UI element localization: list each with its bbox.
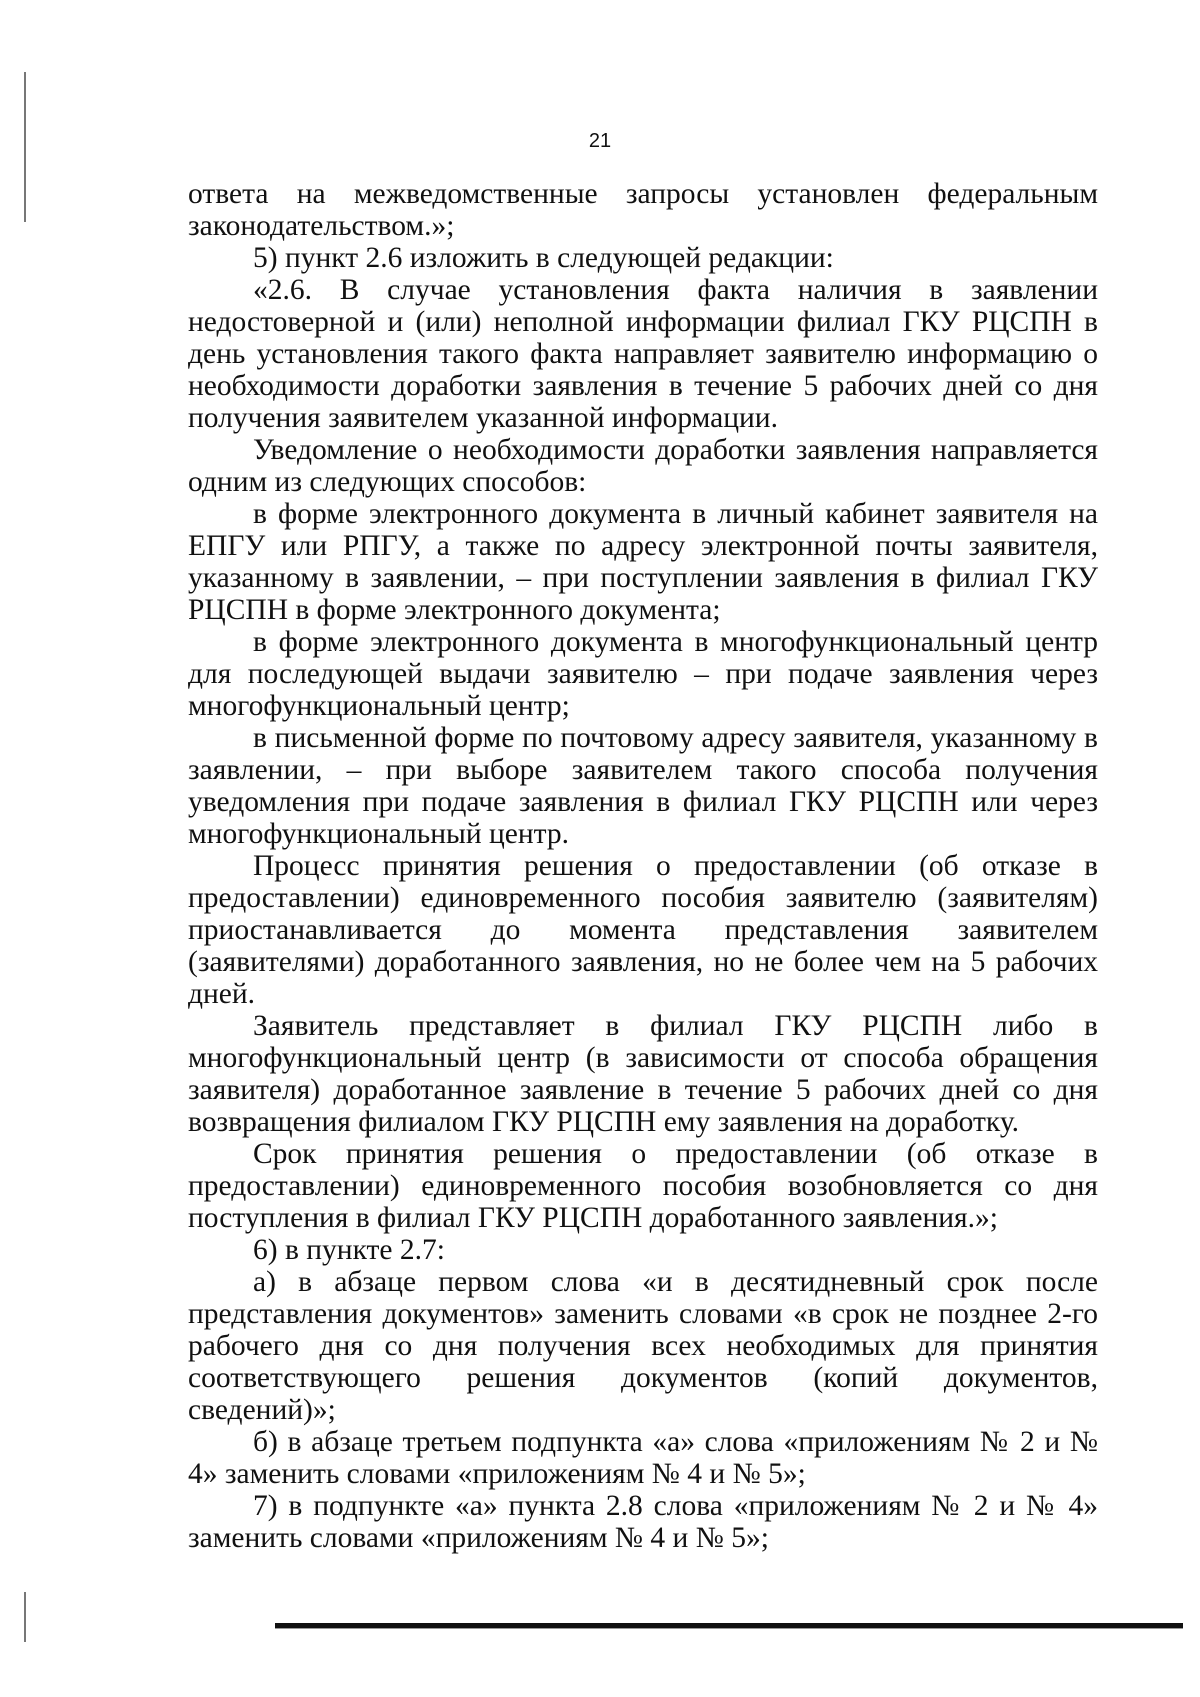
paragraph: Срок принятия решения о предоставлении (об отказе в предоставлении) единовременного пособия возобновляется со дня поступления в филиал ГКУ РЦСПН доработанного заявления.»; [188, 1138, 1098, 1234]
paragraph: Уведомление о необходимости доработки заявления направляется одним из следующих способов: [188, 434, 1098, 498]
paragraph: ответа на межведомственные запросы установлен федеральным законодательством.»; [188, 178, 1098, 242]
paragraph: 7) в подпункте «а» пункта 2.8 слова «приложениям № 2 и № 4» заменить словами «приложениям № 4 и № 5»; [188, 1490, 1098, 1554]
paragraph: б) в абзаце третьем подпункта «а» слова «приложениям № 2 и № 4» заменить словами «приложениям № 4 и № 5»; [188, 1426, 1098, 1490]
page-number: 21 [588, 130, 612, 152]
scan-edge-mark-bottom [24, 1592, 26, 1642]
paragraph: Заявитель представляет в филиал ГКУ РЦСПН либо в многофункциональный центр (в зависимости от способа обращения заявителя) доработанное заявление в течение 5 рабочих дней со дня возвращения филиалом ГКУ РЦСПН ему заявления на доработку. [188, 1010, 1098, 1138]
paragraph: 6) в пункте 2.7: [253, 1234, 445, 1266]
paragraph: Процесс принятия решения о предоставлении (об отказе в предоставлении) единовременного пособия заявителю (заявителям) приостанавливается до момента представления заявителем (заявителями) доработанного заявления, но не более чем на 5 рабочих дней. [188, 850, 1098, 1010]
footer-rule-shadow [275, 1628, 1183, 1629]
document-body [188, 178, 1098, 1554]
paragraph: 5) пункт 2.6 изложить в следующей редакции: [253, 242, 834, 274]
paragraph: а) в абзаце первом слова «и в десятидневный срок после представления документов» заменить словами «в срок не позднее 2-го рабочего дня со дня получения всех необходимых для принятия соответствующего решения документов (копий документов, сведений)»; [188, 1266, 1098, 1426]
paragraph: в форме электронного документа в многофункциональный центр для последующей выдачи заявителю – при подаче заявления через многофункциональный центр; [188, 626, 1098, 722]
paragraph: в форме электронного документа в личный кабинет заявителя на ЕПГУ или РПГУ, а также по адресу электронной почты заявителя, указанному в заявлении, – при поступлении заявления в филиал ГКУ РЦСПН в форме электронного документа; [188, 498, 1098, 626]
paragraph: «2.6. В случае установления факта наличия в заявлении недостоверной и (или) неполной информации филиал ГКУ РЦСПН в день установления такого факта направляет заявителю информацию о необходимости доработки заявления в течение 5 рабочих дней со дня получения заявителем указанной информации. [188, 274, 1098, 434]
paragraph: в письменной форме по почтовому адресу заявителя, указанному в заявлении, – при выборе заявителем такого способа получения уведомления при подаче заявления в филиал ГКУ РЦСПН или через многофункциональный центр. [188, 722, 1098, 850]
